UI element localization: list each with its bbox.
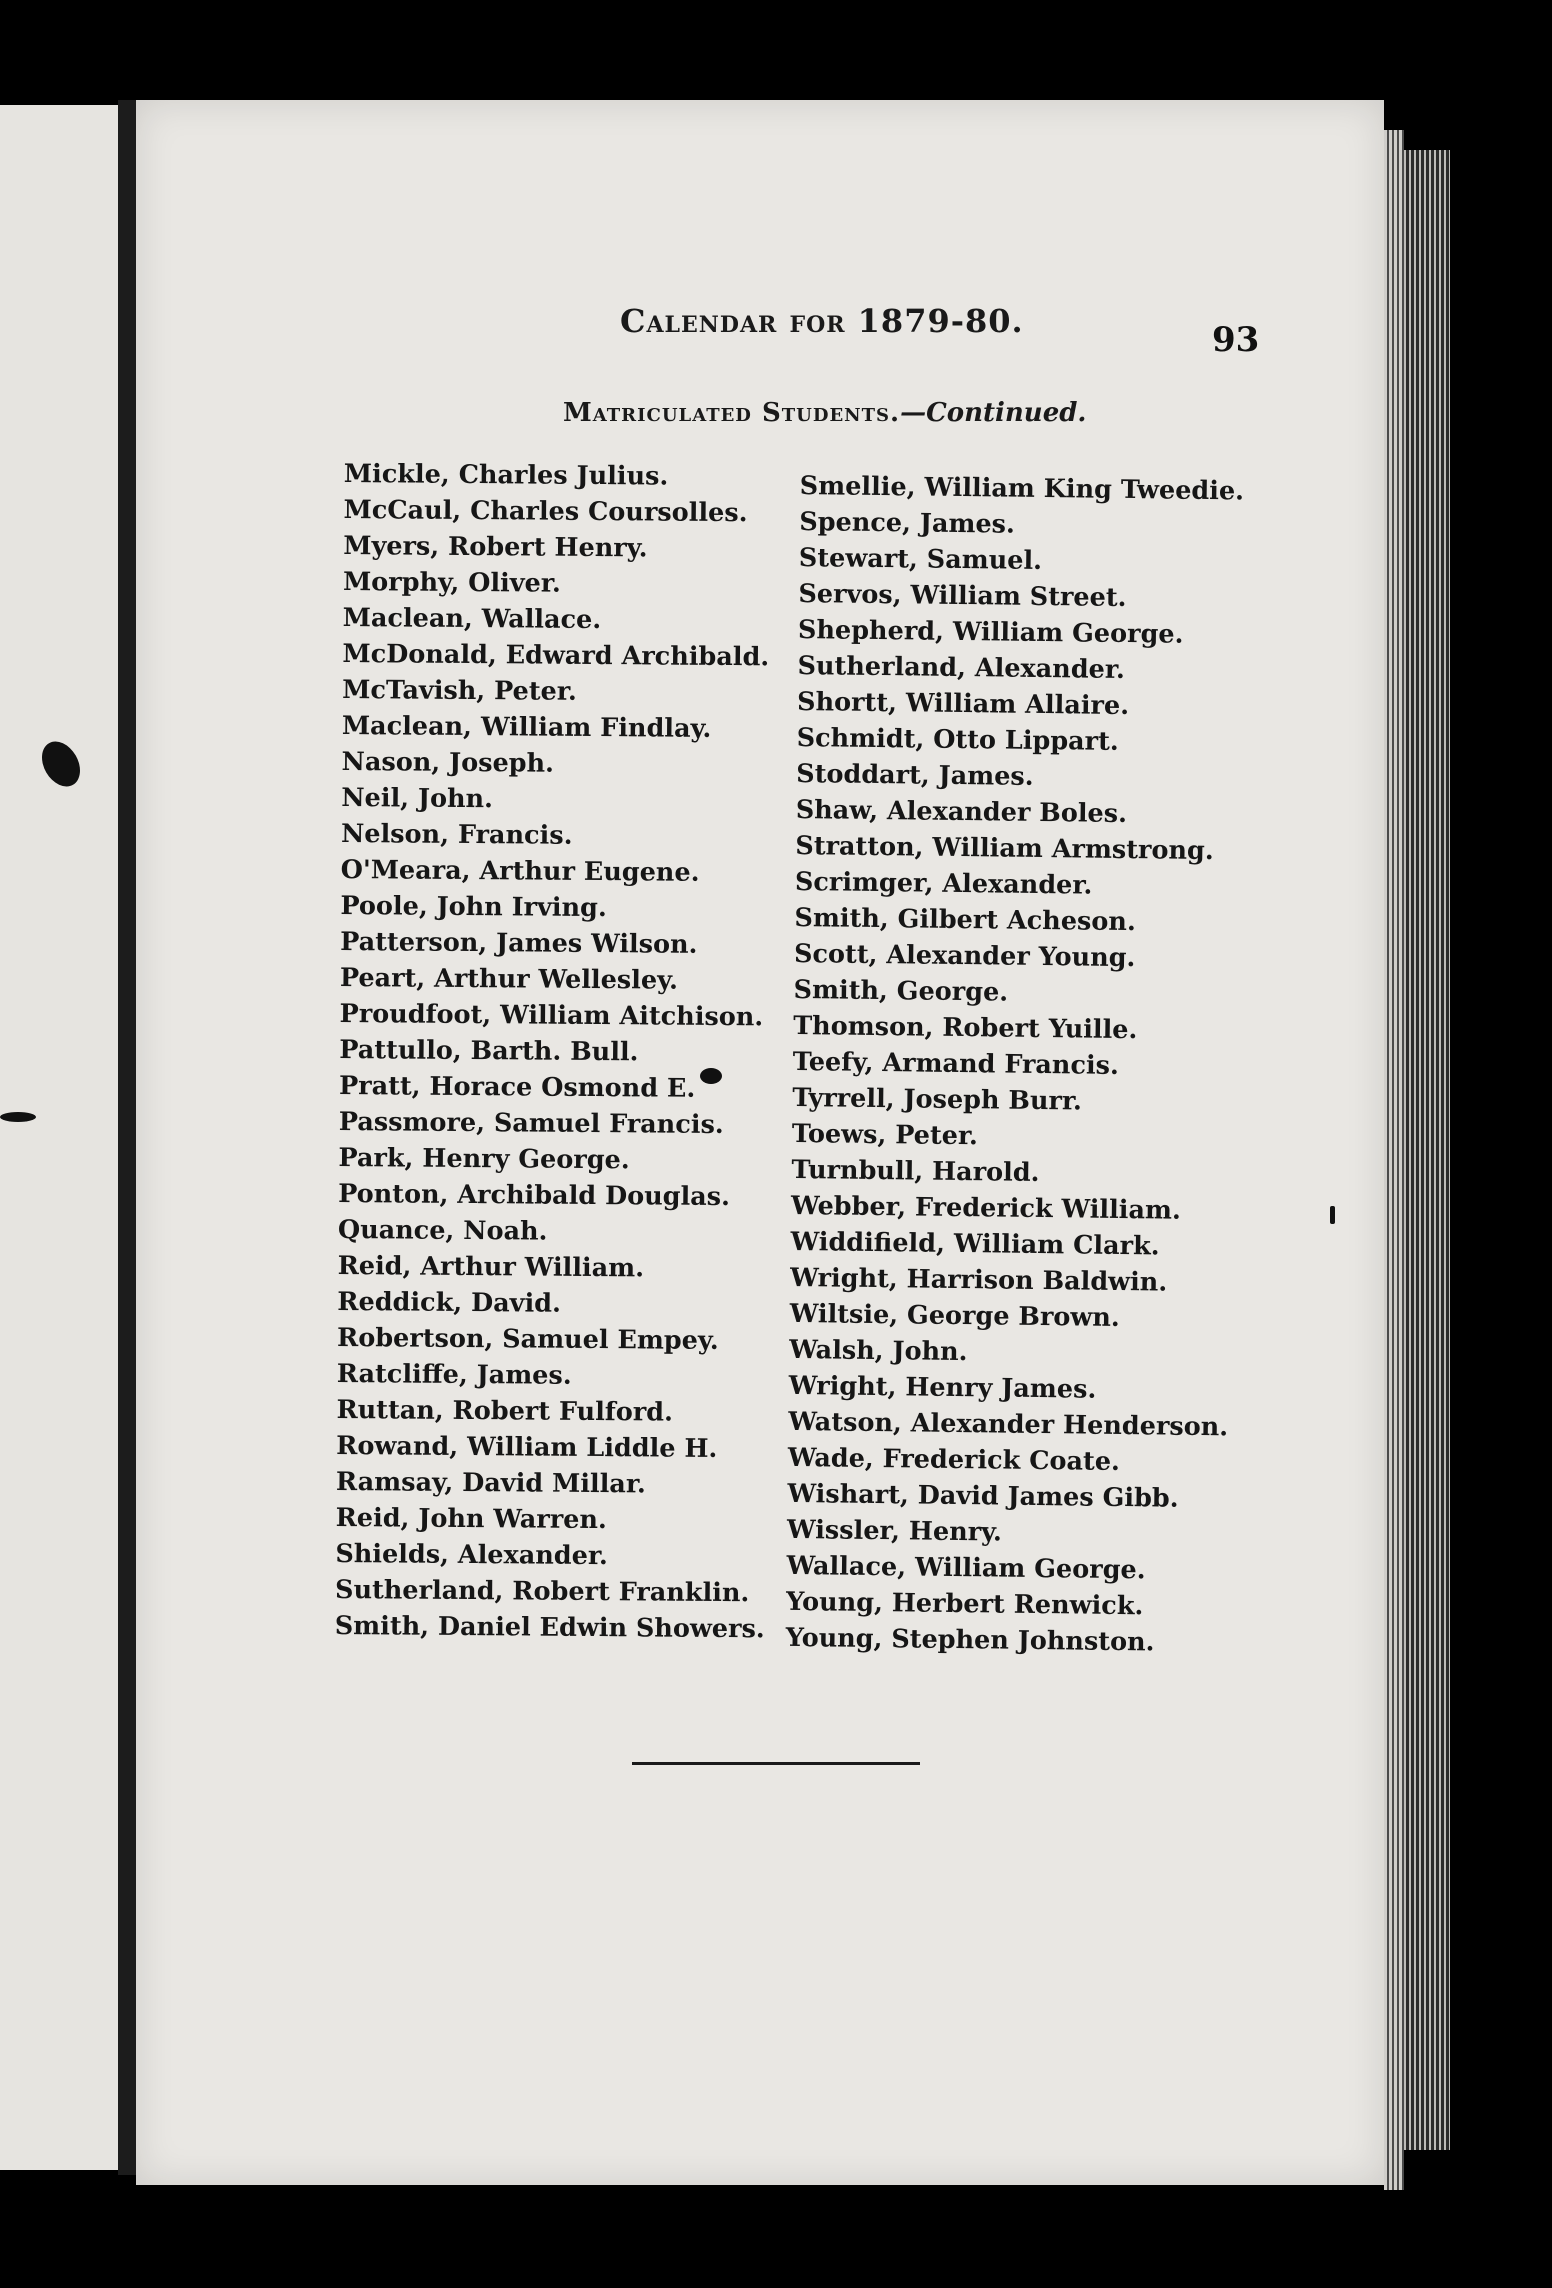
student-name: Nason, Joseph. — [341, 746, 555, 779]
student-name: Pratt, Horace Osmond E. — [338, 1070, 696, 1104]
student-name: Shortt, William Allaire. — [796, 686, 1130, 722]
student-name: Neil, John. — [341, 782, 494, 815]
student-name: Smith, Daniel Edwin Showers. — [334, 1610, 765, 1645]
student-name: Ratcliffe, James. — [336, 1358, 572, 1391]
student-name: Smith, Gilbert Acheson. — [794, 902, 1136, 938]
student-name: Stewart, Samuel. — [798, 542, 1043, 576]
student-name: Tyrrell, Joseph Burr. — [792, 1082, 1083, 1117]
student-name: Maclean, William Findlay. — [341, 710, 712, 744]
facing-page-edge — [0, 105, 121, 2170]
student-name: Rowand, William Liddle H. — [336, 1430, 718, 1464]
student-name: Morphy, Oliver. — [342, 566, 561, 599]
student-name: Reid, John Warren. — [335, 1502, 607, 1536]
section-heading — [563, 398, 1086, 428]
closing-rule — [632, 1762, 920, 1765]
ink-speck — [0, 1112, 36, 1122]
student-name: Turnbull, Harold. — [791, 1154, 1040, 1188]
student-name: McDonald, Edward Archibald. — [342, 638, 770, 673]
page-stack-edge-outer — [1404, 150, 1450, 2150]
student-name: Patterson, James Wilson. — [340, 926, 698, 960]
student-name: Webber, Frederick William. — [790, 1190, 1182, 1226]
students-list-right — [785, 468, 1244, 1661]
student-name: Ponton, Archibald Douglas. — [338, 1178, 731, 1213]
student-name: Wissler, Henry. — [786, 1514, 1003, 1548]
student-name: Ramsay, David Millar. — [335, 1466, 646, 1500]
student-name: Ruttan, Robert Fulford. — [336, 1394, 674, 1428]
running-title: Calendar for 1879-80. — [620, 302, 1024, 340]
student-name: Wright, Henry James. — [788, 1370, 1097, 1405]
student-name: Mickle, Charles Julius. — [343, 458, 669, 492]
section-continued: —Continued. — [900, 398, 1087, 428]
ink-speck — [1330, 1206, 1335, 1224]
student-name: Young, Herbert Renwick. — [785, 1586, 1144, 1622]
student-name: O'Meara, Arthur Eugene. — [340, 854, 700, 888]
student-name: Pattullo, Barth. Bull. — [339, 1034, 639, 1068]
student-name: Teefy, Armand Francis. — [792, 1046, 1120, 1081]
student-name: Peart, Arthur Wellesley. — [339, 962, 679, 996]
student-name: Sutherland, Alexander. — [797, 650, 1126, 685]
student-name: Wright, Harrison Baldwin. — [789, 1262, 1168, 1298]
students-list-left — [335, 456, 774, 1647]
student-name: Myers, Robert Henry. — [343, 530, 648, 564]
student-name: Servos, William Street. — [798, 578, 1127, 613]
ink-speck — [700, 1068, 722, 1084]
student-name: Thomson, Robert Yuille. — [792, 1010, 1138, 1046]
student-name: Scrimger, Alexander. — [794, 866, 1093, 901]
student-name: Smith, George. — [793, 974, 1009, 1008]
student-name: Wallace, William George. — [786, 1550, 1146, 1586]
student-name: Reddick, David. — [337, 1286, 562, 1319]
student-name: Young, Stephen Johnston. — [785, 1622, 1155, 1658]
student-name: Proudfoot, William Aitchison. — [339, 998, 764, 1033]
student-name: Wade, Frederick Coate. — [787, 1442, 1121, 1477]
student-name: McCaul, Charles Coursolles. — [343, 494, 748, 529]
student-name: Toews, Peter. — [791, 1118, 979, 1152]
student-name: Walsh, John. — [789, 1334, 968, 1368]
student-name: Widdifield, William Clark. — [790, 1226, 1160, 1262]
student-name: Poole, John Irving. — [340, 890, 607, 924]
page-number: 93 — [1212, 320, 1260, 360]
student-name: Quance, Noah. — [337, 1214, 548, 1247]
student-name: Passmore, Samuel Francis. — [338, 1106, 724, 1141]
page-stack-edge — [1384, 130, 1404, 2190]
section-title: Matriculated Students. — [563, 398, 901, 428]
student-name: Scott, Alexander Young. — [793, 938, 1136, 974]
student-name: Shepherd, William George. — [797, 614, 1184, 650]
student-name: Wiltsie, George Brown. — [789, 1298, 1120, 1333]
student-name: Sutherland, Robert Franklin. — [334, 1574, 750, 1609]
student-name: Schmidt, Otto Lippart. — [796, 722, 1119, 757]
book-gutter — [118, 100, 136, 2175]
student-name: Shaw, Alexander Boles. — [795, 794, 1128, 830]
student-name: Reid, Arthur William. — [337, 1250, 645, 1284]
student-name: Stratton, William Armstrong. — [795, 830, 1214, 867]
student-name: Nelson, Francis. — [340, 818, 573, 851]
student-name: Watson, Alexander Henderson. — [788, 1406, 1229, 1443]
student-name: Park, Henry George. — [338, 1142, 630, 1176]
student-name: Spence, James. — [799, 506, 1016, 540]
student-name: Shields, Alexander. — [335, 1538, 608, 1572]
student-name: Stoddart, James. — [796, 758, 1034, 792]
student-name: Wishart, David James Gibb. — [787, 1478, 1179, 1514]
student-name: Maclean, Wallace. — [342, 602, 602, 636]
student-name: Smellie, William King Tweedie. — [799, 470, 1245, 507]
student-name: Robertson, Samuel Empey. — [336, 1322, 719, 1356]
student-name: McTavish, Peter. — [342, 674, 577, 707]
